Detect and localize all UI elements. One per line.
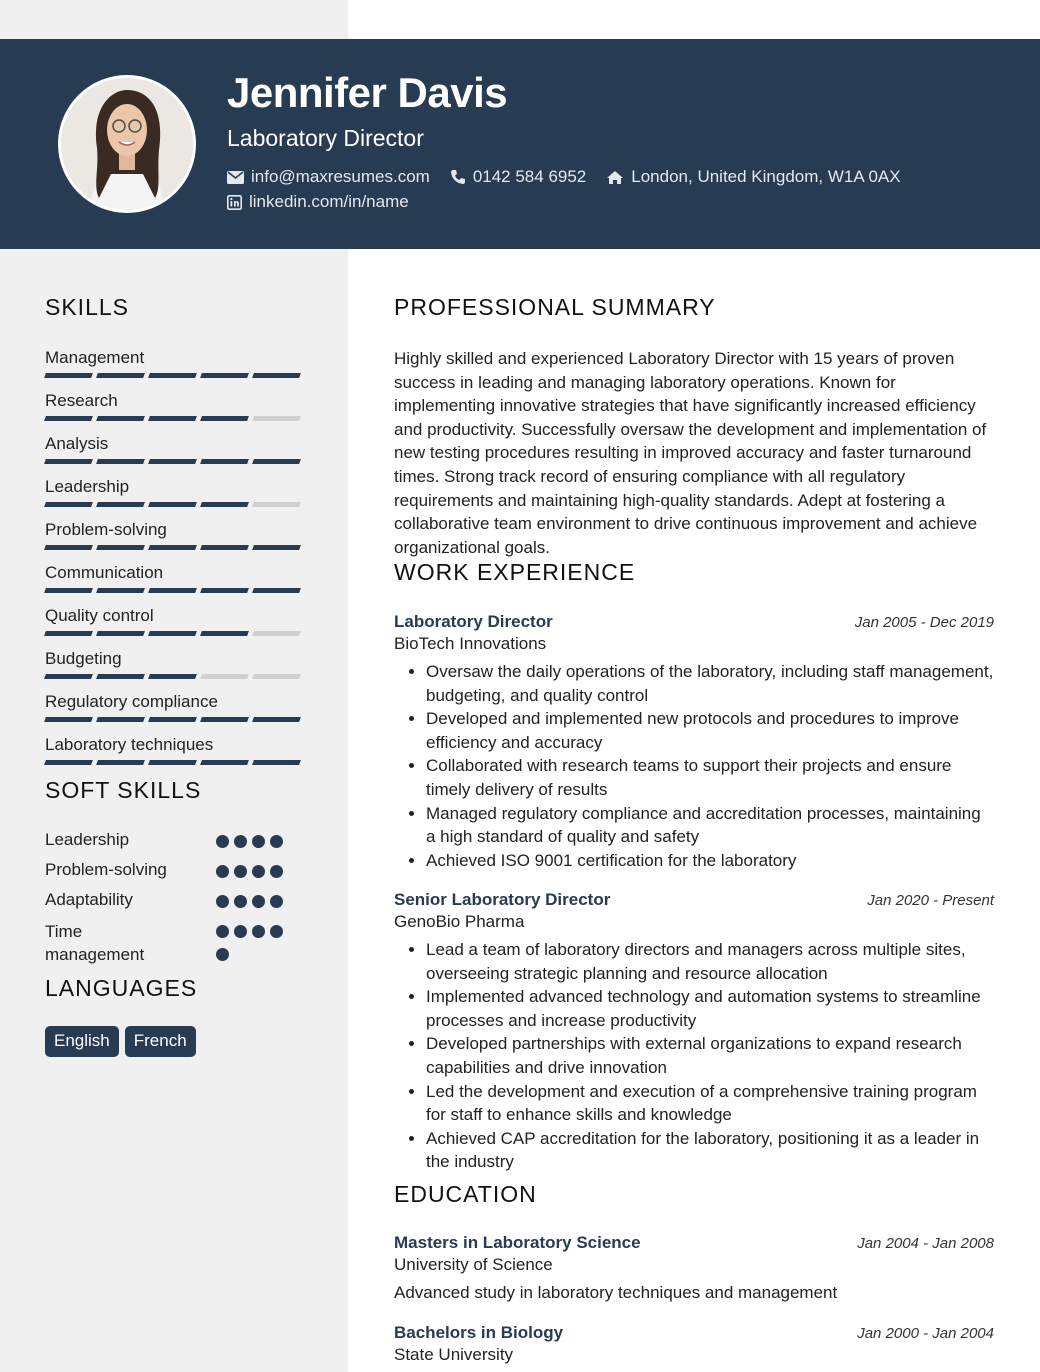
skill-level-segment xyxy=(96,760,145,765)
resume-header xyxy=(0,39,1040,249)
skill-level-segment xyxy=(44,588,93,593)
degree-title: Masters in Laboratory Science xyxy=(394,1233,641,1252)
soft-skill-dots xyxy=(216,835,283,860)
skill-level-segment xyxy=(148,373,197,378)
job-bullet: • Lead a team of laboratory directors and managers across multiple sites, overseeing strategic planning and resource allocation xyxy=(426,938,994,985)
language-badge: French xyxy=(125,1026,196,1057)
soft-skill-name: Problem-solving xyxy=(45,860,167,879)
skill-name: Management xyxy=(45,348,145,367)
skill-level-segment xyxy=(200,416,249,421)
education-entry xyxy=(394,1233,994,1303)
address-text: London, United Kingdom, W1A 0AX xyxy=(631,167,901,186)
language-badge: English xyxy=(45,1026,119,1057)
job-bullet: • Oversaw the daily operations of the laboratory, including staff management, budgeting, and quality control xyxy=(426,660,994,707)
skill-level-bar xyxy=(45,502,305,507)
job-bullets xyxy=(394,938,994,1174)
skill-item xyxy=(45,733,305,776)
contact-row xyxy=(227,167,921,187)
skills-heading: SKILLS xyxy=(45,294,129,320)
skill-level-segment xyxy=(200,674,249,679)
skill-level-segment xyxy=(44,545,93,550)
skill-level-segment xyxy=(96,373,145,378)
contact-linkedin[interactable] xyxy=(227,192,409,212)
linkedin-text: linkedin.com/in/name xyxy=(249,192,409,211)
skill-item xyxy=(45,518,305,561)
school-name: University of Science xyxy=(394,1255,553,1274)
skill-name: Regulatory compliance xyxy=(45,692,218,711)
candidate-title: Laboratory Director xyxy=(227,125,424,151)
soft-skill-dots xyxy=(216,920,283,966)
education-heading: EDUCATION xyxy=(394,1181,537,1207)
skill-item xyxy=(45,346,305,389)
skill-level-bar xyxy=(45,588,305,593)
soft-skill-item xyxy=(45,890,305,920)
skill-level-segment xyxy=(252,717,301,722)
contact-email[interactable] xyxy=(227,167,430,187)
soft-skills-list xyxy=(45,830,305,966)
job-date: Jan 2005 - Dec 2019 xyxy=(854,614,994,631)
skill-name: Leadership xyxy=(45,477,130,496)
skill-level-segment xyxy=(44,631,93,636)
skill-level-segment xyxy=(96,459,145,464)
skill-name: Research xyxy=(45,391,118,410)
email-text: info@maxresumes.com xyxy=(251,167,430,186)
skill-level-segment xyxy=(96,717,145,722)
skill-level-bar xyxy=(45,416,305,421)
skill-level-segment xyxy=(200,545,249,550)
skill-level-bar xyxy=(45,674,305,679)
skill-level-segment xyxy=(44,717,93,722)
skill-level-segment xyxy=(252,545,301,550)
skill-level-segment xyxy=(96,631,145,636)
skill-level-segment xyxy=(252,502,301,507)
skill-level-bar xyxy=(45,373,305,378)
job-company: BioTech Innovations xyxy=(394,634,547,653)
education-date: Jan 2000 - Jan 2004 xyxy=(857,1325,994,1342)
job-entry xyxy=(394,612,994,872)
soft-skill-item xyxy=(45,920,305,966)
skill-level-segment xyxy=(252,416,301,421)
skill-level-segment xyxy=(96,502,145,507)
skill-name: Laboratory techniques xyxy=(45,735,214,754)
skill-item xyxy=(45,432,305,475)
skill-level-bar xyxy=(45,459,305,464)
contact-row-2 xyxy=(227,192,429,212)
job-bullet: • Collaborated with research teams to support their projects and ensure timely delivery of results xyxy=(426,754,994,801)
education-date: Jan 2004 - Jan 2008 xyxy=(857,1235,994,1252)
linkedin-icon xyxy=(227,195,242,210)
skill-level-segment xyxy=(44,416,93,421)
skill-level-segment xyxy=(200,588,249,593)
skill-level-segment xyxy=(148,502,197,507)
skill-level-segment xyxy=(200,459,249,464)
experience-heading: WORK EXPERIENCE xyxy=(394,559,636,585)
job-title: Senior Laboratory Director xyxy=(394,890,611,909)
skill-level-segment xyxy=(96,588,145,593)
soft-skill-name: Adaptability xyxy=(45,890,133,909)
job-bullet: • Developed and implemented new protocols and procedures to improve efficiency and accuracy xyxy=(426,707,994,754)
avatar xyxy=(58,75,196,213)
education-entry xyxy=(394,1323,994,1365)
skill-item xyxy=(45,690,305,733)
skill-level-segment xyxy=(96,545,145,550)
skill-name: Budgeting xyxy=(45,649,122,668)
skill-item xyxy=(45,389,305,432)
job-entry xyxy=(394,890,994,1174)
skill-level-segment xyxy=(200,760,249,765)
skill-level-bar xyxy=(45,631,305,636)
school-name: State University xyxy=(394,1345,514,1364)
skill-level-segment xyxy=(148,416,197,421)
job-title: Laboratory Director xyxy=(394,612,553,631)
candidate-name: Jennifer Davis xyxy=(227,69,508,116)
skill-level-segment xyxy=(148,588,197,593)
skill-item xyxy=(45,647,305,690)
skill-name: Communication xyxy=(45,563,164,582)
soft-skill-item xyxy=(45,860,305,890)
envelope-icon xyxy=(227,171,244,184)
soft-skill-item xyxy=(45,830,305,860)
skill-item xyxy=(45,475,305,518)
skill-level-segment xyxy=(96,674,145,679)
skill-level-segment xyxy=(44,373,93,378)
skill-level-segment xyxy=(44,674,93,679)
job-company: GenoBio Pharma xyxy=(394,912,525,931)
degree-title: Bachelors in Biology xyxy=(394,1323,564,1342)
languages-heading: LANGUAGES xyxy=(45,975,198,1001)
languages-list xyxy=(45,1026,196,1057)
skill-level-segment xyxy=(252,631,301,636)
job-bullets xyxy=(394,660,994,872)
skill-level-bar xyxy=(45,717,305,722)
soft-skill-name: Leadership xyxy=(45,830,130,849)
skill-name: Quality control xyxy=(45,606,154,625)
job-bullet: • Led the development and execution of a comprehensive training program for staff to enhance skills and knowledge xyxy=(426,1080,994,1127)
skill-name: Problem-solving xyxy=(45,520,167,539)
skill-level-segment xyxy=(252,674,301,679)
skill-item xyxy=(45,604,305,647)
summary-text: Highly skilled and experienced Laboratory Director with 15 years of proven success in leading and managing laboratory operations. Known for implementing innovative strategies that have significantly increased efficiency and productivity. Successfully oversaw the development and implementation of new testing procedures resulting in improved accuracy and faster turnaround times. Strong track record of ensuring compliance with all regulatory requirements and maintaining high-quality standards. Adept at fostering a collaborative team environment to drive continuous improvement and achieve organizational goals. xyxy=(394,349,987,557)
summary-heading: PROFESSIONAL SUMMARY xyxy=(394,294,716,320)
skill-level-segment xyxy=(148,545,197,550)
phone-text: 0142 584 6952 xyxy=(472,167,587,186)
soft-skill-dots xyxy=(216,865,283,890)
skill-level-segment xyxy=(44,502,93,507)
job-bullet: • Implemented advanced technology and automation systems to streamline processes and increase productivity xyxy=(426,985,994,1032)
skill-level-segment xyxy=(200,631,249,636)
skill-level-segment xyxy=(200,373,249,378)
education-description: Advanced study in laboratory techniques and management xyxy=(394,1283,838,1302)
contact-address xyxy=(606,167,900,187)
skill-level-segment xyxy=(252,459,301,464)
skill-level-segment xyxy=(44,459,93,464)
contact-phone[interactable] xyxy=(450,167,586,187)
skill-name: Analysis xyxy=(45,434,109,453)
soft-skills-heading: SOFT SKILLS xyxy=(45,777,202,803)
skill-level-segment xyxy=(252,373,301,378)
skill-level-segment xyxy=(44,760,93,765)
skill-level-segment xyxy=(200,502,249,507)
job-bullet: • Achieved CAP accreditation for the laboratory, positioning it as a leader in the industry xyxy=(426,1127,994,1174)
job-bullet: • Achieved ISO 9001 certification for the laboratory xyxy=(426,849,994,873)
skill-level-segment xyxy=(148,459,197,464)
skill-level-segment xyxy=(148,631,197,636)
home-icon xyxy=(606,170,624,185)
skill-level-segment xyxy=(148,760,197,765)
skill-level-segment xyxy=(148,717,197,722)
job-date: Jan 2020 - Present xyxy=(867,892,994,909)
skill-level-bar xyxy=(45,760,305,765)
skills-list xyxy=(45,346,305,776)
skill-level-segment xyxy=(148,674,197,679)
phone-icon xyxy=(450,169,466,185)
skill-item xyxy=(45,561,305,604)
skill-level-bar xyxy=(45,545,305,550)
skill-level-segment xyxy=(252,760,301,765)
soft-skill-dots xyxy=(216,895,283,920)
soft-skill-name: Time management xyxy=(45,922,145,964)
skill-level-segment xyxy=(96,416,145,421)
skill-level-segment xyxy=(200,717,249,722)
job-bullet: • Developed partnerships with external organizations to expand research capabilities and drive innovation xyxy=(426,1032,994,1079)
skill-level-segment xyxy=(252,588,301,593)
job-bullet: • Managed regulatory compliance and accreditation processes, maintaining a high standard of quality and safety xyxy=(426,802,994,849)
